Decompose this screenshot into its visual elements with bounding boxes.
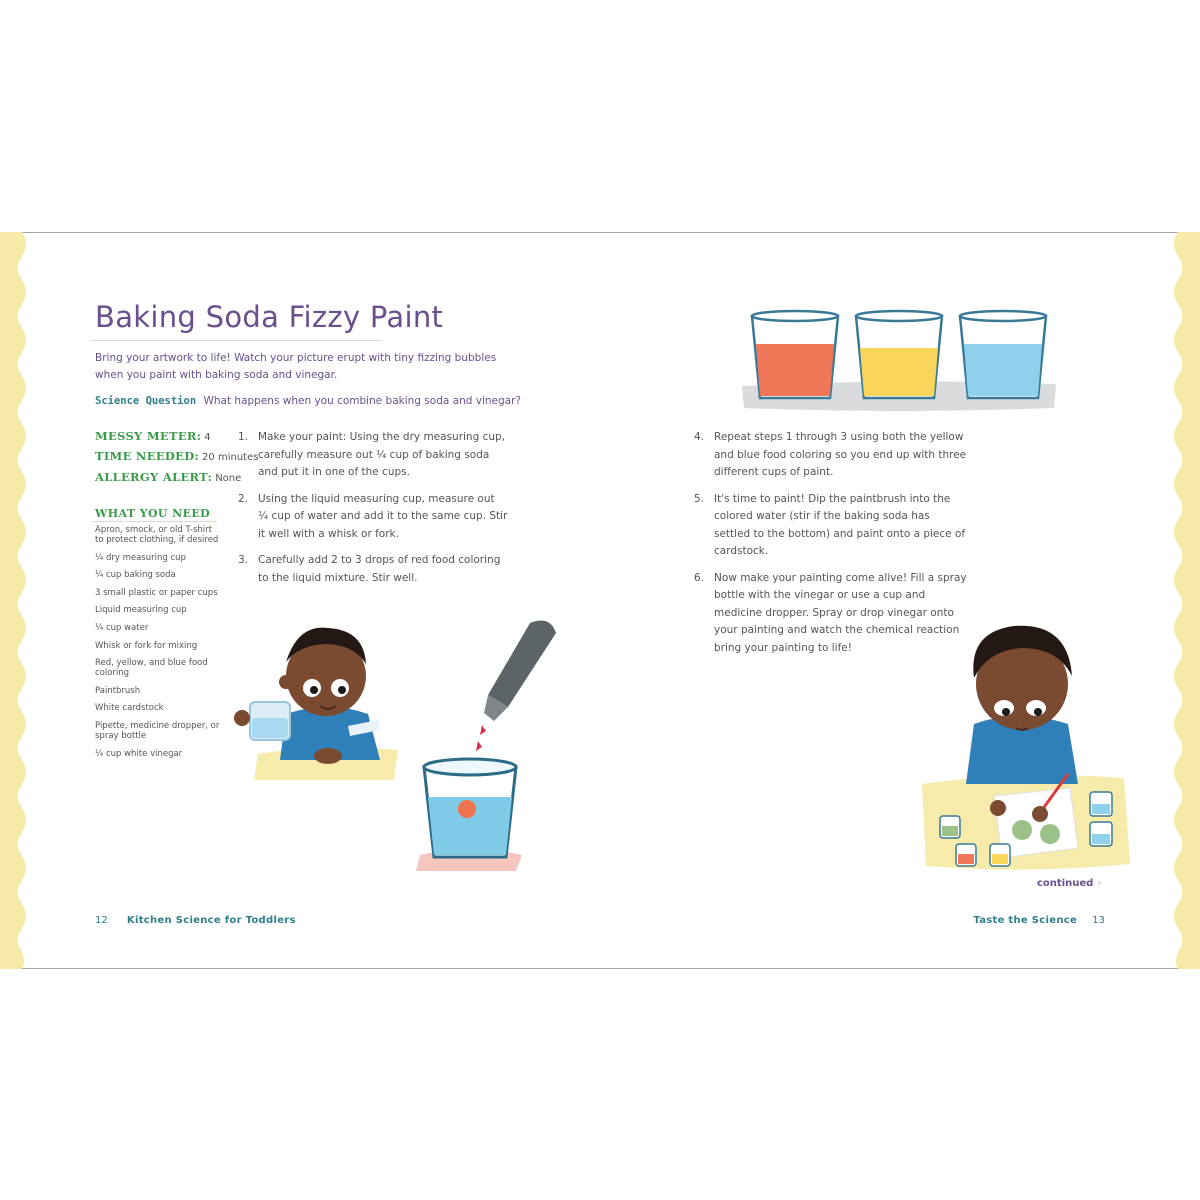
allergy-alert-label: ALLERGY ALERT: <box>95 470 213 484</box>
yellow-paint-cup <box>856 311 942 398</box>
supply-item: Pipette, medicine dropper, or spray bottle <box>95 720 220 741</box>
continued-text: continued <box>1037 878 1094 889</box>
step-text: Using the liquid measuring cup, measure out ¼ cup of water and add it to the same cup. Stir it well with a whisk or fork. <box>258 492 508 540</box>
messy-meter-value: 4 <box>204 432 211 443</box>
step-5 <box>694 491 968 561</box>
supply-item: 3 small plastic or paper cups <box>95 587 218 598</box>
step-number: 2. <box>238 492 249 505</box>
right-page-edge <box>1166 232 1200 969</box>
running-head-left: Kitchen Science for Toddlers <box>126 915 296 926</box>
left-page-edge <box>0 232 34 969</box>
supply-item: ¼ cup water <box>95 622 149 633</box>
science-question <box>95 395 535 407</box>
what-you-need-heading: WHAT YOU NEED <box>95 507 211 520</box>
step-4 <box>694 429 968 482</box>
supply-item: Paintbrush <box>95 685 141 696</box>
supplies-list <box>95 525 220 766</box>
supply-item: ¼ cup baking soda <box>95 570 176 581</box>
step-text: Carefully add 2 to 3 drops of red food coloring to the liquid mixture. Stir well. <box>258 554 501 584</box>
running-head-right: Taste the Science <box>973 915 1078 926</box>
step-3 <box>238 552 508 587</box>
allergy-alert-value: None <box>215 473 242 484</box>
three-paint-cups-illustration <box>738 310 1062 412</box>
instructions-left <box>238 429 508 596</box>
supply-item: White cardstock <box>95 703 164 714</box>
red-paint-cup <box>752 311 838 398</box>
step-number: 1. <box>238 431 249 443</box>
left-footer <box>95 915 296 926</box>
time-needed-value: 20 minutes <box>202 452 259 463</box>
step-number: 3. <box>238 554 249 566</box>
time-needed <box>95 449 258 463</box>
continued-indicator <box>1037 878 1101 889</box>
time-needed-label: TIME NEEDED: <box>95 449 200 463</box>
supply-item: Red, yellow, and blue food coloring <box>95 658 208 679</box>
step-number: 6. <box>694 571 705 584</box>
scan-border-top <box>0 232 1200 233</box>
scan-border-bottom <box>0 968 1200 969</box>
supply-item: Whisk or fork for mixing <box>95 640 198 651</box>
toddler-pouring-illustration <box>228 614 404 782</box>
step-2 <box>238 491 508 544</box>
supply-item: ¼ cup white vinegar <box>95 748 183 759</box>
page-number-left: 12 <box>95 915 108 926</box>
step-number: 4. <box>694 431 705 443</box>
continued-arrow-icon: › <box>1097 878 1102 889</box>
toddler-painting-illustration <box>918 612 1133 874</box>
activity-title: Baking Soda Fizzy Paint <box>95 300 444 334</box>
supply-item: ¼ dry measuring cup <box>95 552 186 563</box>
right-footer <box>973 915 1105 926</box>
messy-meter <box>95 429 211 443</box>
blue-paint-cup <box>960 311 1046 398</box>
step-text: Now make your painting come alive! Fill a spray bottle with the vinegar or use a cup and medicine dropper. Spray or drop vinegar onto your painting and watch the chemical reaction bring your painting to life! <box>714 571 967 654</box>
page-number-right: 13 <box>1092 915 1105 926</box>
messy-meter-label: MESSY METER: <box>95 429 202 443</box>
step-number: 5. <box>694 492 705 505</box>
step-text: Make your paint: Using the dry measuring cup, carefully measure out ¼ cup of baking soda and put it in one of the cups. <box>258 431 506 478</box>
step-text: Repeat steps 1 through 3 using both the yellow and blue food coloring so you end up with three different cups of paint. <box>714 431 967 478</box>
book-spread <box>0 232 1200 969</box>
allergy-alert <box>95 470 241 484</box>
what-you-need-underline <box>92 521 217 522</box>
step-text: It's time to paint! Dip the paintbrush into the colored water (stir if the baking soda has settled to the bottom) and paint onto a piece of cardstock. <box>714 492 966 557</box>
step-1 <box>238 429 508 482</box>
science-question-label: Science Question <box>95 395 197 407</box>
title-underline <box>92 340 382 341</box>
supply-item: Apron, smock, or old T-shirt to protect clothing, if desired <box>95 525 219 545</box>
dropper-and-cup-illustration <box>410 617 560 872</box>
activity-intro: Bring your artwork to life! Watch your picture erupt with tiny fizzing bubbles when you paint with baking soda and vinegar. <box>95 352 497 381</box>
science-question-text: What happens when you combine baking soda and vinegar? <box>203 395 521 407</box>
supply-item: Liquid measuring cup <box>95 605 187 616</box>
